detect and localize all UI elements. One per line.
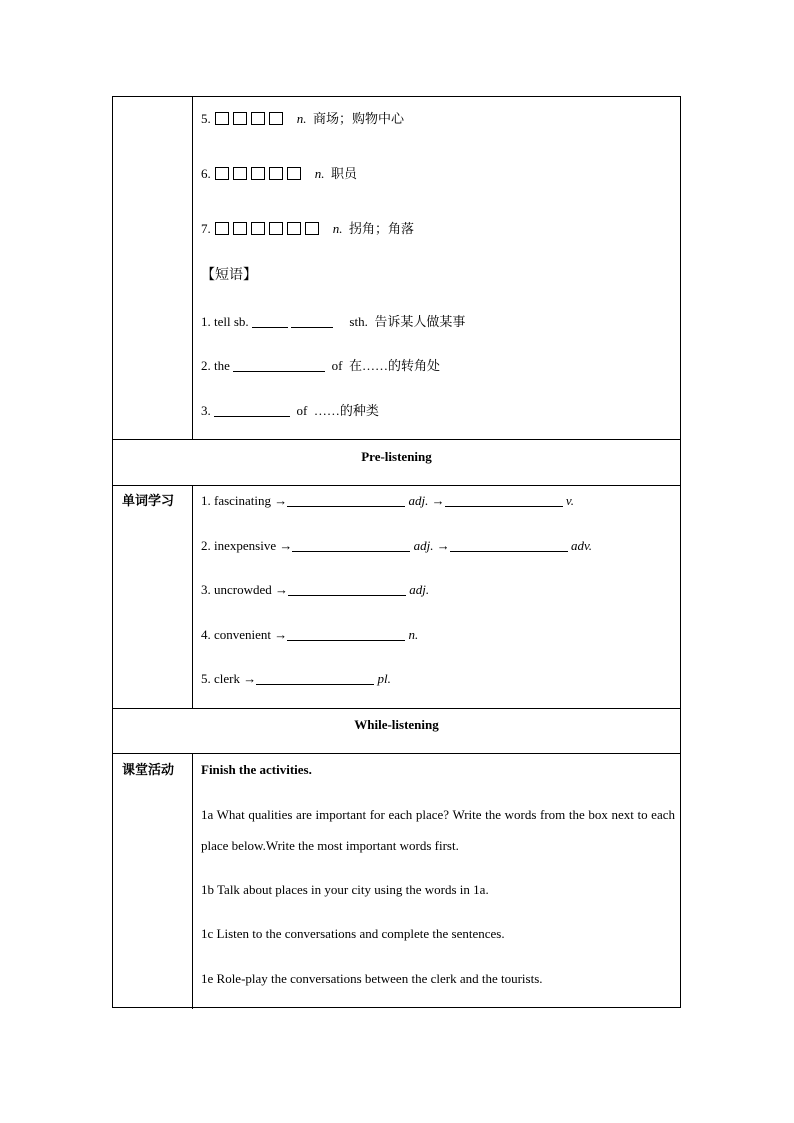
lesson-table <box>112 96 681 1008</box>
word-item-5: 5. clerk → pl. <box>201 671 391 686</box>
vocab-study-label: 单词学习 <box>122 493 175 508</box>
word-item-3: 3. uncrowded → adj. <box>201 582 430 597</box>
row-divider <box>113 708 680 709</box>
activity-1c: 1c Listen to the conversations and complete the sentences. <box>201 926 505 941</box>
vocab-item-5: 5. n. 商场；购物中心 <box>201 110 404 130</box>
activity-1a: 1a What qualities are important for each place? Write the words from the box next to each place below.Write the most important words first. <box>201 807 675 853</box>
row-divider <box>113 485 680 486</box>
word-item-4: 4. convenient → n. <box>201 627 419 642</box>
word-item-1: 1. fascinating → adj. → v. <box>201 493 574 508</box>
column-divider <box>192 97 193 439</box>
vocab-item-6: 6. n. 职员 <box>201 165 357 185</box>
phrase-item-1: 1. tell sb. sth. 告诉某人做某事 <box>201 314 466 329</box>
phrase-item-3: 3. of ……的种类 <box>201 403 379 418</box>
while-listening-title: While-listening <box>354 717 439 732</box>
row-divider <box>113 753 680 754</box>
activities-intro: Finish the activities. <box>201 762 312 777</box>
letter-boxes <box>215 112 287 130</box>
vocab-item-7: 7. n. 拐角；角落 <box>201 220 414 240</box>
word-item-2: 2. inexpensive → adj. → adv. <box>201 538 593 553</box>
letter-boxes <box>215 167 305 185</box>
class-activity-label: 课堂活动 <box>122 762 175 777</box>
column-divider <box>192 485 193 708</box>
phrase-item-2: 2. the of 在……的转角处 <box>201 358 440 373</box>
column-divider <box>192 753 193 1009</box>
row-divider <box>113 439 680 440</box>
activity-1e: 1e Role-play the conversations between the clerk and the tourists. <box>201 971 543 986</box>
phrases-heading: 【短语】 <box>201 268 257 283</box>
pre-listening-title: Pre-listening <box>361 449 432 464</box>
activity-1b: 1b Talk about places in your city using the words in 1a. <box>201 882 489 897</box>
letter-boxes <box>215 222 323 240</box>
